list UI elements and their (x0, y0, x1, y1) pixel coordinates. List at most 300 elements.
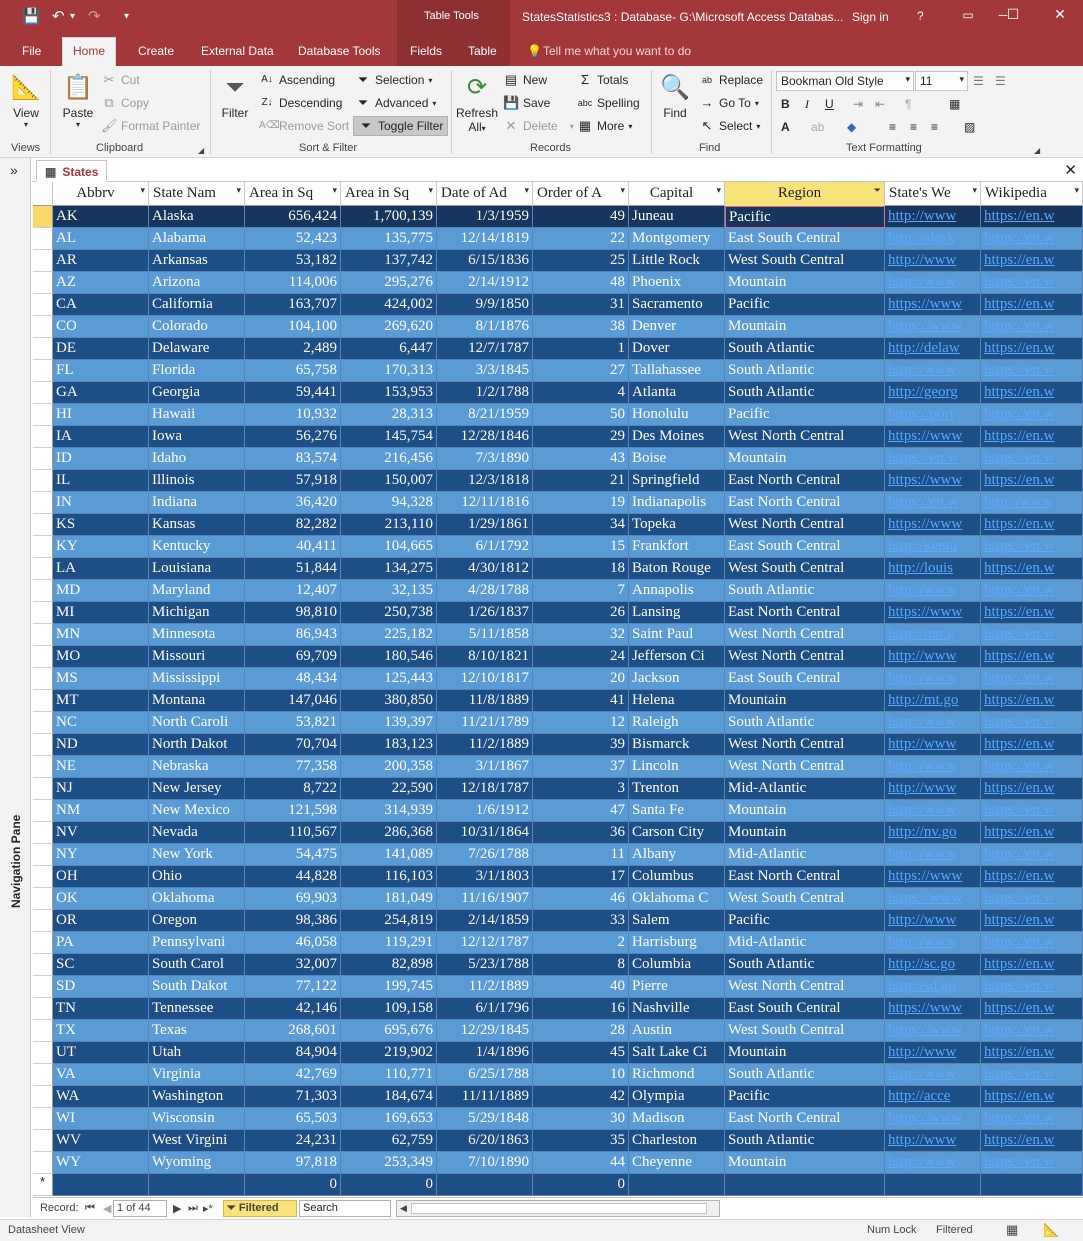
table-cell[interactable]: 134,275 (341, 558, 437, 580)
table-cell[interactable]: 3/1/1867 (437, 756, 533, 778)
table-cell[interactable]: 216,456 (341, 448, 437, 470)
hyperlink-cell[interactable]: https://en.w (981, 228, 1083, 250)
hyperlink-cell[interactable]: http://www (885, 910, 981, 932)
cut-button[interactable] (101, 70, 140, 90)
table-cell[interactable]: 1/4/1896 (437, 1042, 533, 1064)
table-cell[interactable]: 41 (533, 690, 629, 712)
column-header[interactable] (885, 182, 981, 206)
table-cell[interactable]: 380,850 (341, 690, 437, 712)
hyperlink-cell[interactable]: http://sd.go (885, 976, 981, 998)
table-cell[interactable]: AL (53, 228, 149, 250)
table-cell[interactable]: 2/14/1912 (437, 272, 533, 294)
tab-states[interactable] (36, 160, 107, 182)
table-cell[interactable]: Baton Rouge (629, 558, 725, 580)
table-cell[interactable]: WA (53, 1086, 149, 1108)
minimize-icon[interactable]: ─ (998, 8, 1008, 22)
remove-sort-button[interactable] (259, 116, 349, 136)
hyperlink-cell[interactable]: https://www (885, 1020, 981, 1042)
table-row[interactable] (33, 536, 1083, 558)
table-row[interactable] (33, 844, 1083, 866)
table-cell[interactable]: 29 (533, 426, 629, 448)
hyperlink-cell[interactable]: https://www (885, 294, 981, 316)
table-cell[interactable]: West North Central (725, 756, 885, 778)
goto-button[interactable]: → Go To ▾ (700, 95, 759, 110)
table-cell[interactable]: North Dakot (149, 734, 245, 756)
table-cell[interactable]: 12/12/1787 (437, 932, 533, 954)
new-record-row[interactable] (33, 1174, 1083, 1196)
clipboard-launcher-icon[interactable]: ◢ (198, 146, 205, 155)
table-cell[interactable]: Mid-Atlantic (725, 932, 885, 954)
table-cell[interactable]: TX (53, 1020, 149, 1042)
table-cell[interactable]: 121,598 (245, 800, 341, 822)
numbering-icon[interactable]: ☰ (995, 74, 1006, 88)
table-cell[interactable]: Mountain (725, 800, 885, 822)
table-cell[interactable]: 0 (533, 1174, 629, 1196)
table-cell[interactable]: North Caroli (149, 712, 245, 734)
table-cell[interactable]: 32 (533, 624, 629, 646)
record-selector[interactable] (33, 756, 53, 778)
table-cell[interactable]: 65,758 (245, 360, 341, 382)
hyperlink-cell[interactable]: https://en.w (981, 910, 1083, 932)
table-cell[interactable]: 1/29/1861 (437, 514, 533, 536)
table-cell[interactable]: 50 (533, 404, 629, 426)
table-cell[interactable]: 5/11/1858 (437, 624, 533, 646)
table-cell[interactable]: 40 (533, 976, 629, 998)
table-cell[interactable]: CO (53, 316, 149, 338)
table-cell[interactable]: Harrisburg (629, 932, 725, 954)
table-cell[interactable]: HI (53, 404, 149, 426)
record-selector[interactable] (33, 470, 53, 492)
hyperlink-cell[interactable]: https://en.w (981, 624, 1083, 646)
table-row[interactable] (33, 514, 1083, 536)
hyperlink-cell[interactable]: https://en.w (981, 690, 1083, 712)
font-name-combo[interactable] (776, 71, 914, 91)
chevron-down-icon[interactable]: ▾ (332, 185, 337, 195)
record-selector[interactable] (33, 998, 53, 1020)
table-cell[interactable]: 8 (533, 954, 629, 976)
table-cell[interactable]: South Atlantic (725, 1064, 885, 1086)
table-cell[interactable]: Alaska (149, 206, 245, 228)
table-cell[interactable]: 1,700,139 (341, 206, 437, 228)
table-cell[interactable]: Wyoming (149, 1152, 245, 1174)
hyperlink-cell[interactable]: https://en.w (885, 448, 981, 470)
datasheet-view-icon[interactable]: ▦ (1006, 1222, 1019, 1237)
tell-me-box[interactable]: Tell me what you want to do (543, 44, 692, 58)
hyperlink-cell[interactable]: https://en.w (981, 998, 1083, 1020)
hyperlink-cell[interactable]: https://en.w (981, 1130, 1083, 1152)
table-cell[interactable]: Austin (629, 1020, 725, 1042)
record-selector[interactable] (33, 1020, 53, 1042)
table-cell[interactable]: 119,291 (341, 932, 437, 954)
table-cell[interactable]: Charleston (629, 1130, 725, 1152)
table-cell[interactable]: South Atlantic (725, 360, 885, 382)
table-cell[interactable]: AZ (53, 272, 149, 294)
table-row[interactable] (33, 712, 1083, 734)
table-row[interactable] (33, 866, 1083, 888)
table-cell[interactable]: Nebraska (149, 756, 245, 778)
record-selector[interactable] (33, 360, 53, 382)
sign-in-link[interactable]: Sign in (852, 10, 889, 24)
table-row[interactable] (33, 646, 1083, 668)
hyperlink-cell[interactable]: https://en.w (981, 514, 1083, 536)
table-cell[interactable]: Iowa (149, 426, 245, 448)
copy-button[interactable] (101, 93, 149, 113)
record-selector[interactable] (33, 1130, 53, 1152)
table-cell[interactable] (53, 1174, 149, 1196)
table-cell[interactable]: West North Central (725, 426, 885, 448)
spelling-button[interactable] (577, 93, 640, 113)
table-cell[interactable]: 98,386 (245, 910, 341, 932)
record-selector[interactable] (33, 580, 53, 602)
table-cell[interactable]: NV (53, 822, 149, 844)
table-cell[interactable]: 1/3/1959 (437, 206, 533, 228)
table-cell[interactable]: 28,313 (341, 404, 437, 426)
table-cell[interactable]: South Carol (149, 954, 245, 976)
column-header[interactable] (725, 182, 885, 206)
table-cell[interactable]: 31 (533, 294, 629, 316)
table-cell[interactable]: Trenton (629, 778, 725, 800)
table-cell[interactable]: California (149, 294, 245, 316)
highlight-icon[interactable]: ab (811, 120, 825, 134)
delete-record-button[interactable]: ✕ Delete ▾ (503, 116, 574, 136)
table-cell[interactable]: 3/1/1803 (437, 866, 533, 888)
ascending-button[interactable] (259, 70, 335, 90)
table-cell[interactable]: West South Central (725, 558, 885, 580)
table-cell[interactable]: 424,002 (341, 294, 437, 316)
table-cell[interactable]: 295,276 (341, 272, 437, 294)
table-cell[interactable]: Mountain (725, 448, 885, 470)
hyperlink-cell[interactable]: https://en.w (981, 844, 1083, 866)
replace-button[interactable] (699, 70, 763, 90)
table-cell[interactable]: 314,939 (341, 800, 437, 822)
table-row[interactable] (33, 756, 1083, 778)
record-selector[interactable] (33, 954, 53, 976)
hyperlink-cell[interactable]: http://www (885, 1130, 981, 1152)
hyperlink-cell[interactable]: http://georg (885, 382, 981, 404)
table-cell[interactable]: Topeka (629, 514, 725, 536)
prev-record-icon[interactable]: ◀ (103, 1203, 112, 1215)
table-cell[interactable]: 28 (533, 1020, 629, 1042)
table-cell[interactable] (437, 1174, 533, 1196)
table-cell[interactable]: 98,810 (245, 602, 341, 624)
table-cell[interactable] (725, 1174, 885, 1196)
table-cell[interactable]: Honolulu (629, 404, 725, 426)
table-cell[interactable]: 38 (533, 316, 629, 338)
table-cell[interactable]: FL (53, 360, 149, 382)
table-cell[interactable]: West Virgini (149, 1130, 245, 1152)
column-header[interactable] (629, 182, 725, 206)
record-selector[interactable] (33, 250, 53, 272)
table-cell[interactable]: 49 (533, 206, 629, 228)
table-cell[interactable]: 26 (533, 602, 629, 624)
table-cell[interactable]: 4/28/1788 (437, 580, 533, 602)
undo-icon[interactable]: ↶ (52, 8, 65, 25)
table-cell[interactable]: Indiana (149, 492, 245, 514)
table-cell[interactable]: MS (53, 668, 149, 690)
hyperlink-cell[interactable]: http://www (885, 844, 981, 866)
table-cell[interactable]: 77,358 (245, 756, 341, 778)
table-cell[interactable]: MN (53, 624, 149, 646)
table-cell[interactable]: ND (53, 734, 149, 756)
table-cell[interactable]: 12,407 (245, 580, 341, 602)
tab-home[interactable]: Home (62, 37, 116, 66)
hyperlink-cell[interactable]: http://www (885, 272, 981, 294)
table-cell[interactable]: Mountain (725, 690, 885, 712)
table-cell[interactable]: WI (53, 1108, 149, 1130)
table-cell[interactable]: 213,110 (341, 514, 437, 536)
record-selector[interactable] (33, 272, 53, 294)
table-row[interactable] (33, 1042, 1083, 1064)
table-cell[interactable]: 11/11/1889 (437, 1086, 533, 1108)
table-row[interactable] (33, 228, 1083, 250)
table-cell[interactable]: 11/8/1889 (437, 690, 533, 712)
record-selector[interactable] (33, 316, 53, 338)
ribbon-display-options-icon[interactable]: ▭ (962, 8, 974, 22)
table-cell[interactable]: 10 (533, 1064, 629, 1086)
hyperlink-cell[interactable]: https://www (885, 514, 981, 536)
table-cell[interactable]: West North Central (725, 624, 885, 646)
table-cell[interactable]: 12/11/1816 (437, 492, 533, 514)
record-selector[interactable] (33, 932, 53, 954)
table-cell[interactable]: 2 (533, 932, 629, 954)
table-cell[interactable]: 94,328 (341, 492, 437, 514)
record-selector[interactable] (33, 1108, 53, 1130)
hyperlink-cell[interactable]: http://sc.go (885, 954, 981, 976)
table-cell[interactable]: 6/25/1788 (437, 1064, 533, 1086)
table-row[interactable] (33, 580, 1083, 602)
record-position-field[interactable] (113, 1200, 167, 1217)
hyperlink-cell[interactable]: https://en.w (981, 1152, 1083, 1174)
table-row[interactable] (33, 272, 1083, 294)
hyperlink-cell[interactable]: http://louis (885, 558, 981, 580)
table-cell[interactable]: New Jersey (149, 778, 245, 800)
chevron-down-icon[interactable]: ▾ (716, 185, 721, 195)
table-cell[interactable]: 11/16/1907 (437, 888, 533, 910)
table-cell[interactable]: Pacific (725, 404, 885, 426)
hyperlink-cell[interactable]: http://www (885, 778, 981, 800)
table-row[interactable] (33, 734, 1083, 756)
hyperlink-cell[interactable]: https://en.w (981, 382, 1083, 404)
table-cell[interactable]: Pacific (725, 294, 885, 316)
table-cell[interactable]: 40,411 (245, 536, 341, 558)
column-header[interactable] (245, 182, 341, 206)
table-cell[interactable]: New York (149, 844, 245, 866)
table-cell[interactable]: 86,943 (245, 624, 341, 646)
record-selector[interactable] (33, 712, 53, 734)
table-cell[interactable]: 52,423 (245, 228, 341, 250)
table-cell[interactable]: 6,447 (341, 338, 437, 360)
table-cell[interactable]: 97,818 (245, 1152, 341, 1174)
navigation-pane[interactable] (0, 158, 31, 1217)
table-cell[interactable]: 70,704 (245, 734, 341, 756)
table-row[interactable] (33, 1130, 1083, 1152)
table-cell[interactable]: 12/10/1817 (437, 668, 533, 690)
chevron-down-icon[interactable]: ▾ (428, 185, 433, 195)
table-row[interactable] (33, 1108, 1083, 1130)
table-cell[interactable] (629, 1174, 725, 1196)
hyperlink-cell[interactable]: http://nv.go (885, 822, 981, 844)
table-cell[interactable]: Santa Fe (629, 800, 725, 822)
record-selector[interactable] (33, 690, 53, 712)
table-cell[interactable]: 42,769 (245, 1064, 341, 1086)
table-cell[interactable]: Salem (629, 910, 725, 932)
table-cell[interactable]: Raleigh (629, 712, 725, 734)
table-cell[interactable]: Tennessee (149, 998, 245, 1020)
paste-button[interactable]: 📋 Paste ▾ (62, 74, 94, 129)
more-button[interactable]: ▦ More ▾ (578, 118, 633, 133)
table-row[interactable] (33, 470, 1083, 492)
table-cell[interactable]: Springfield (629, 470, 725, 492)
table-cell[interactable]: 36 (533, 822, 629, 844)
table-cell[interactable]: West North Central (725, 976, 885, 998)
table-cell[interactable]: 30 (533, 1108, 629, 1130)
table-row[interactable] (33, 822, 1083, 844)
table-cell[interactable]: 7 (533, 580, 629, 602)
hyperlink-cell[interactable]: https://en.w (981, 602, 1083, 624)
tab-external-data[interactable]: External Data (201, 44, 274, 58)
table-cell[interactable]: ID (53, 448, 149, 470)
record-selector[interactable] (33, 404, 53, 426)
totals-button[interactable] (577, 70, 628, 90)
table-row[interactable] (33, 800, 1083, 822)
table-cell[interactable]: 169,653 (341, 1108, 437, 1130)
hyperlink-cell[interactable]: https://en.w (981, 756, 1083, 778)
hyperlink-cell[interactable]: https://en.w (981, 536, 1083, 558)
column-header[interactable] (341, 182, 437, 206)
table-cell[interactable]: SD (53, 976, 149, 998)
column-header[interactable] (149, 182, 245, 206)
table-cell[interactable]: 62,759 (341, 1130, 437, 1152)
table-cell[interactable]: 22,590 (341, 778, 437, 800)
table-cell[interactable]: Louisiana (149, 558, 245, 580)
record-selector[interactable] (33, 536, 53, 558)
table-cell[interactable]: Utah (149, 1042, 245, 1064)
table-cell[interactable]: Boise (629, 448, 725, 470)
table-cell[interactable]: 8/1/1876 (437, 316, 533, 338)
table-cell[interactable]: 6/20/1863 (437, 1130, 533, 1152)
table-cell[interactable]: 39 (533, 734, 629, 756)
record-selector[interactable] (33, 976, 53, 998)
chevron-down-icon[interactable]: ▾ (1074, 185, 1079, 195)
table-cell[interactable]: West South Central (725, 888, 885, 910)
table-cell[interactable]: East South Central (725, 998, 885, 1020)
table-cell[interactable]: IA (53, 426, 149, 448)
table-cell[interactable]: 48 (533, 272, 629, 294)
hyperlink-cell[interactable]: https://en.w (981, 338, 1083, 360)
table-cell[interactable]: Helena (629, 690, 725, 712)
table-cell[interactable]: Dover (629, 338, 725, 360)
record-selector[interactable] (33, 778, 53, 800)
table-cell[interactable]: Tallahassee (629, 360, 725, 382)
table-cell[interactable]: Alabama (149, 228, 245, 250)
record-selector[interactable] (33, 888, 53, 910)
table-cell[interactable]: Pacific (725, 1086, 885, 1108)
table-cell[interactable]: 286,368 (341, 822, 437, 844)
table-cell[interactable]: Salt Lake Ci (629, 1042, 725, 1064)
table-cell[interactable]: South Atlantic (725, 382, 885, 404)
table-cell[interactable]: 22 (533, 228, 629, 250)
record-selector[interactable] (33, 1086, 53, 1108)
table-cell[interactable]: 10,932 (245, 404, 341, 426)
record-selector[interactable] (33, 910, 53, 932)
table-cell[interactable]: 5/23/1788 (437, 954, 533, 976)
table-cell[interactable]: Cheyenne (629, 1152, 725, 1174)
restore-icon[interactable]: ☐ (1006, 6, 1020, 22)
table-cell[interactable]: 4/30/1812 (437, 558, 533, 580)
table-cell[interactable]: 44,828 (245, 866, 341, 888)
table-cell[interactable]: MO (53, 646, 149, 668)
table-row[interactable] (33, 360, 1083, 382)
table-cell[interactable]: East North Central (725, 866, 885, 888)
table-cell[interactable]: 1/26/1837 (437, 602, 533, 624)
table-cell[interactable]: 20 (533, 668, 629, 690)
hyperlink-cell[interactable]: https://www (885, 426, 981, 448)
font-size-combo[interactable] (915, 71, 968, 91)
hyperlink-cell[interactable]: https://en.w (981, 888, 1083, 910)
table-cell[interactable]: 3/3/1845 (437, 360, 533, 382)
filter-button[interactable] (216, 72, 254, 120)
table-cell[interactable]: 71,303 (245, 1086, 341, 1108)
table-cell[interactable]: Hawaii (149, 404, 245, 426)
table-cell[interactable]: 12/3/1818 (437, 470, 533, 492)
hyperlink-cell[interactable]: https://www (885, 998, 981, 1020)
table-cell[interactable]: South Atlantic (725, 338, 885, 360)
table-cell[interactable]: Lansing (629, 602, 725, 624)
table-cell[interactable]: 125,443 (341, 668, 437, 690)
table-cell[interactable]: Georgia (149, 382, 245, 404)
table-cell[interactable]: 12/7/1787 (437, 338, 533, 360)
table-cell[interactable]: 35 (533, 1130, 629, 1152)
table-cell[interactable]: Mountain (725, 316, 885, 338)
hyperlink-cell[interactable]: https://en.w (885, 492, 981, 514)
table-cell[interactable]: VA (53, 1064, 149, 1086)
hyperlink-cell[interactable]: https://en.w (981, 866, 1083, 888)
table-cell[interactable]: 42 (533, 1086, 629, 1108)
scrollbar-thumb[interactable] (411, 1203, 707, 1214)
table-cell[interactable]: 135,775 (341, 228, 437, 250)
hyperlink-cell[interactable]: https://en.w (981, 646, 1083, 668)
table-cell[interactable]: 46 (533, 888, 629, 910)
table-cell[interactable]: 84,904 (245, 1042, 341, 1064)
table-cell[interactable]: 19 (533, 492, 629, 514)
table-cell[interactable]: NC (53, 712, 149, 734)
table-cell[interactable]: 268,601 (245, 1020, 341, 1042)
table-cell[interactable]: 104,665 (341, 536, 437, 558)
table-row[interactable] (33, 426, 1083, 448)
table-cell[interactable]: 137,742 (341, 250, 437, 272)
table-cell[interactable]: Mississippi (149, 668, 245, 690)
table-cell[interactable]: 1 (533, 338, 629, 360)
table-cell[interactable]: Colorado (149, 316, 245, 338)
chevron-down-icon[interactable]: ▾ (524, 185, 529, 195)
table-cell[interactable]: Nevada (149, 822, 245, 844)
tab-table[interactable]: Table (468, 44, 497, 58)
table-cell[interactable]: 180,546 (341, 646, 437, 668)
hyperlink-cell[interactable]: https://en.w (981, 404, 1083, 426)
table-cell[interactable]: 11 (533, 844, 629, 866)
table-cell[interactable]: Mid-Atlantic (725, 778, 885, 800)
format-painter-button[interactable] (101, 116, 200, 136)
table-cell[interactable]: Arkansas (149, 250, 245, 272)
selection-button[interactable]: ⏷ Selection ▾ (355, 70, 432, 90)
table-row[interactable] (33, 206, 1083, 228)
table-cell[interactable]: MD (53, 580, 149, 602)
table-cell[interactable]: 33 (533, 910, 629, 932)
hyperlink-cell[interactable]: https://en.w (981, 778, 1083, 800)
table-cell[interactable]: 199,745 (341, 976, 437, 998)
hyperlink-cell[interactable]: http://www (885, 734, 981, 756)
table-cell[interactable]: 1/2/1788 (437, 382, 533, 404)
